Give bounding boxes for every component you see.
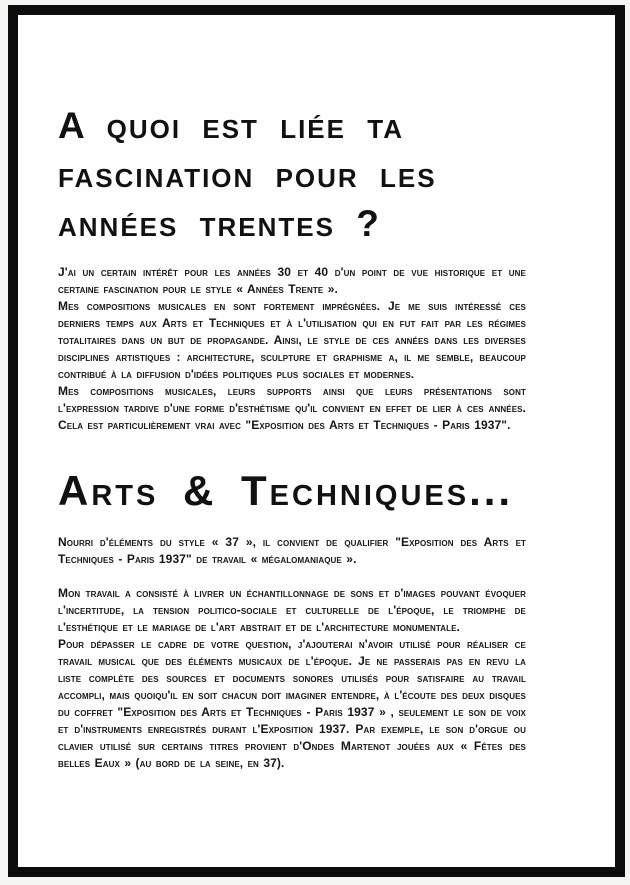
question-heading-line: fascination pour les xyxy=(58,154,437,195)
answer-paragraph: Pour dépasser le cadre de votre question, j'ajouterai n'avoir utilisé pour réaliser ce travail musical que des éléments musicaux de l'époque. Je ne passerais pas en revu la liste complète des sources et documents sonores utilisés pour satisfaire au travail accompli, mais quoiqu'il en soit chacun doit imaginer entendre, à l'écoute des deux disques du coffret "Exposition des Arts et Techniques - Paris 1937 » , seulement le son de voix et d'instruments enregistrés durant l'Exposition 1937. Par exemple, le son d'orgue ou clavier utilisé sur certains titres provient d'Ondes Martenot jouées aux « Fêtes des belles Eaux » (au bord de la seine, en 37). xyxy=(58,637,526,770)
section-intro-paragraph: Nourri d'éléments du style « 37 », il convient de qualifier "Exposition des Arts et Techniques - Paris 1937" de travail « mégalomaniaque ». xyxy=(58,535,526,566)
interview-article xyxy=(58,15,526,772)
answer-block-2 xyxy=(58,585,526,772)
question-heading-line: A quoi est liée ta xyxy=(58,105,404,146)
section-heading: Arts & Techniques... xyxy=(58,467,514,514)
answer-paragraph: Mes compositions musicales, leurs supports ainsi que leurs présentations sont l'expression tardive d'une forme d'esthétisme qu'il convient en effet de lier à ces années. Cela est particulièrement vrai avec "Exposition des Arts et Techniques - Paris 1937". xyxy=(58,384,526,432)
answer-block-1 xyxy=(58,264,526,434)
question-heading-line: années trentes ? xyxy=(58,203,381,244)
answer-paragraph: Mon travail a consisté à livrer un échantillonnage de sons et d'images pouvant évoquer l'incertitude, la tension politico-sociale et culturelle de l'époque, le triomphe de l'esthétique et le mariage de l'art abstrait et de l'architecture monumentale. xyxy=(58,586,526,634)
answer-paragraph: J'ai un certain intérêt pour les années 30 et 40 d'un point de vue historique et une certaine fascination pour le style « Années Trente ». xyxy=(58,265,526,296)
question-heading xyxy=(58,101,526,248)
page-frame xyxy=(8,5,625,877)
section-intro-block xyxy=(58,534,526,568)
answer-paragraph: Mes compositions musicales en sont fortement imprégnées. Je me suis intéressé ces derniers temps aux Arts et Techniques et à l'utilisation qui en fut fait par les régimes totalitaires dans un but de propagande. Ainsi, le style de ces années dans les diverses disciplines artistiques : architecture, sculpture et graphisme a, il me semble, beaucoup contribué à la diffusion d'idées politiques plus sociales et modernes. xyxy=(58,299,526,381)
